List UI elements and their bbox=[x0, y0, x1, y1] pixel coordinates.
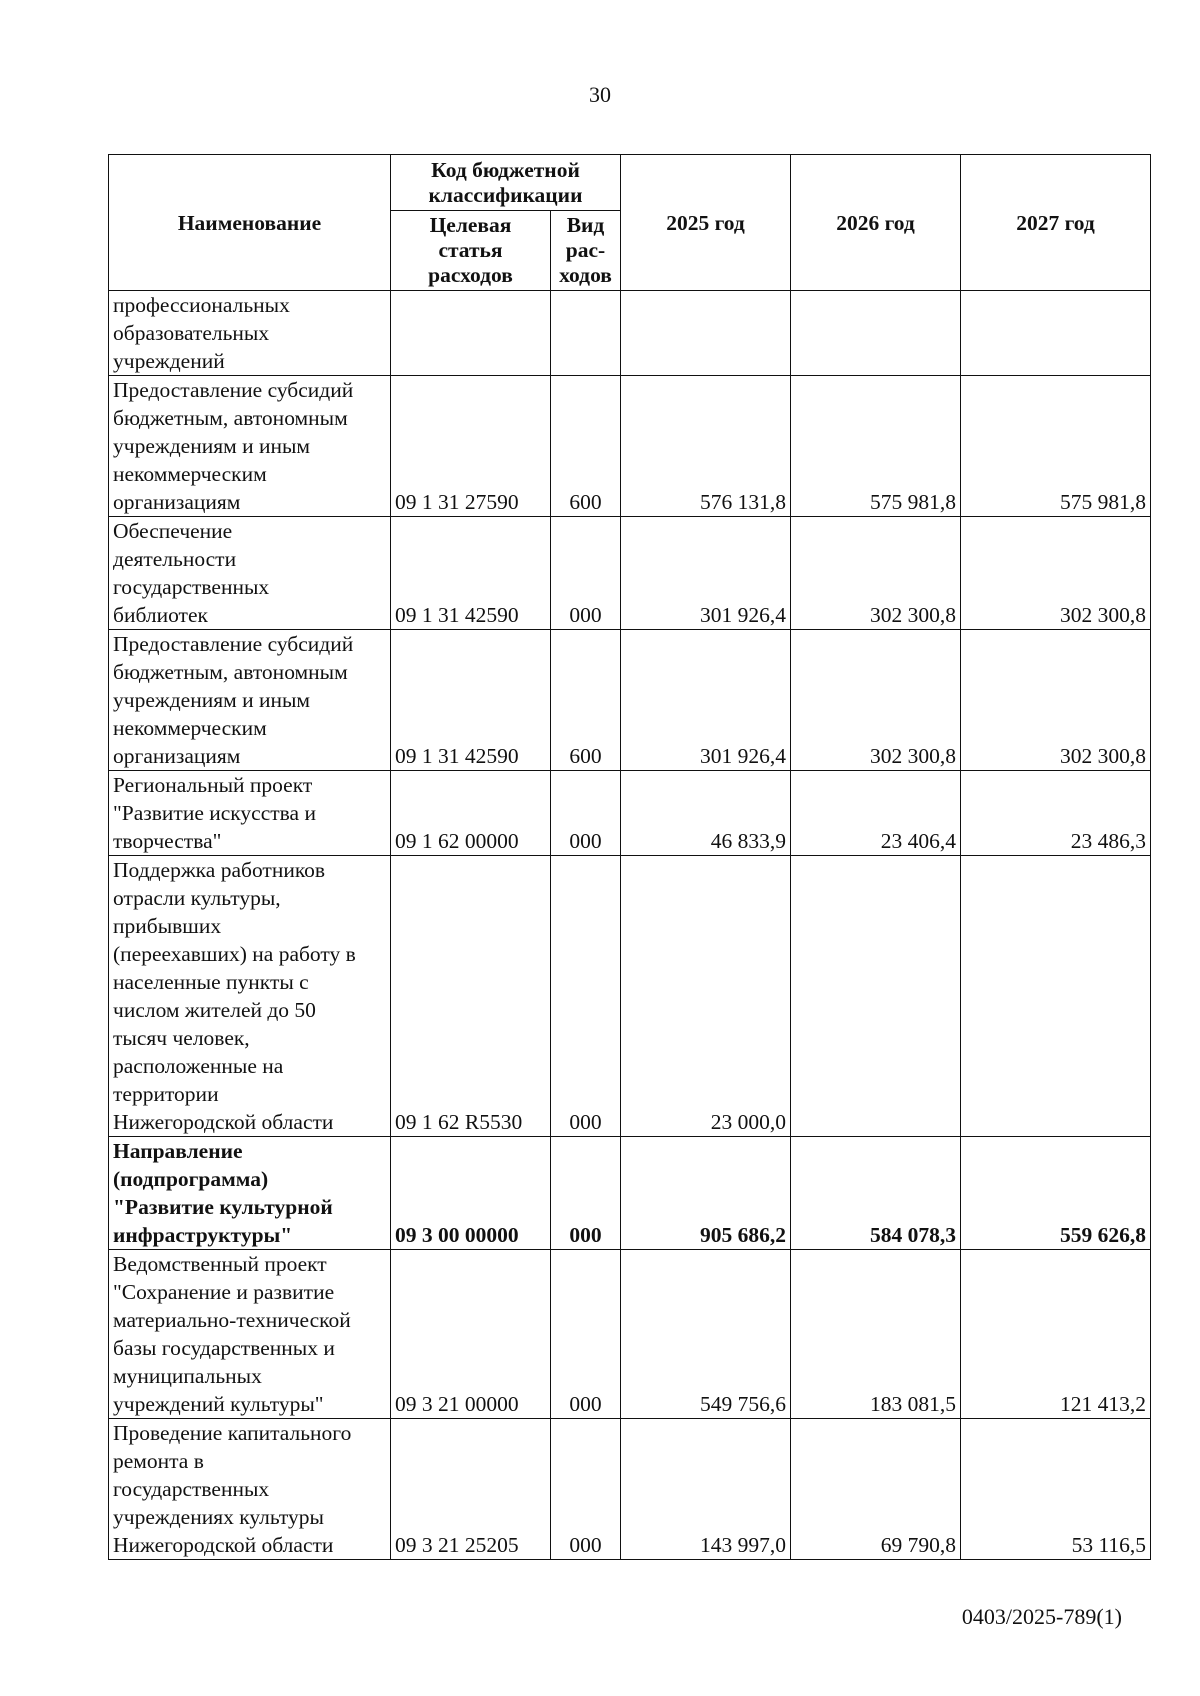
row-value-2027: 302 300,8 bbox=[961, 517, 1151, 630]
row-value-2026: 23 406,4 bbox=[791, 771, 961, 856]
row-name: Предоставление субсидий бюджетным, автономным учреждениям и иным некоммерческим организациям bbox=[109, 630, 391, 771]
row-value-2026: 584 078,3 bbox=[791, 1137, 961, 1250]
row-value-2026: 69 790,8 bbox=[791, 1419, 961, 1560]
row-target-article: 09 1 62 R5530 bbox=[391, 856, 551, 1137]
row-target-article: 09 3 21 00000 bbox=[391, 1250, 551, 1419]
row-name: Поддержка работников отрасли культуры, прибывших (переехавших) на работу в населенные пункты с числом жителей до 50 тысяч человек, расположенные на территории Нижегородской области bbox=[109, 856, 391, 1137]
row-name: Ведомственный проект "Сохранение и развитие материально-технической базы государственных и муниципальных учреждений культуры" bbox=[109, 1250, 391, 1419]
header-budget-code-group: Код бюджетной классификации bbox=[391, 155, 621, 211]
row-target-article: 09 3 21 25205 bbox=[391, 1419, 551, 1560]
row-name: Обеспечение деятельности государственных библиотек bbox=[109, 517, 391, 630]
table-row bbox=[109, 517, 1151, 630]
table-row bbox=[109, 856, 1151, 1137]
header-year-2026: 2026 год bbox=[791, 155, 961, 291]
row-name: профессиональных образовательных учреждений bbox=[109, 291, 391, 376]
row-value-2027: 302 300,8 bbox=[961, 630, 1151, 771]
header-target-article: Целевая статья расходов bbox=[391, 211, 551, 291]
row-value-2025: 905 686,2 bbox=[621, 1137, 791, 1250]
row-target-article: 09 3 00 00000 bbox=[391, 1137, 551, 1250]
header-year-2027: 2027 год bbox=[961, 155, 1151, 291]
row-expense-type: 000 bbox=[551, 1250, 621, 1419]
row-value-2025 bbox=[621, 291, 791, 376]
row-name: Направление (подпрограмма) "Развитие культурной инфраструктуры" bbox=[109, 1137, 391, 1250]
table-row bbox=[109, 1250, 1151, 1419]
row-expense-type: 600 bbox=[551, 630, 621, 771]
row-expense-type: 000 bbox=[551, 856, 621, 1137]
row-target-article: 09 1 31 27590 bbox=[391, 376, 551, 517]
row-value-2025: 301 926,4 bbox=[621, 630, 791, 771]
row-value-2026: 575 981,8 bbox=[791, 376, 961, 517]
table-row bbox=[109, 1419, 1151, 1560]
row-value-2025: 576 131,8 bbox=[621, 376, 791, 517]
row-name: Региональный проект "Развитие искусства и творчества" bbox=[109, 771, 391, 856]
table-row bbox=[109, 630, 1151, 771]
row-expense-type: 000 bbox=[551, 1137, 621, 1250]
row-value-2027: 121 413,2 bbox=[961, 1250, 1151, 1419]
row-value-2026 bbox=[791, 856, 961, 1137]
budget-table bbox=[108, 154, 1151, 1560]
row-value-2025: 23 000,0 bbox=[621, 856, 791, 1137]
document-id: 0403/2025-789(1) bbox=[961, 1604, 1122, 1629]
table-row bbox=[109, 1137, 1151, 1250]
row-name: Проведение капитального ремонта в государственных учреждениях культуры Нижегородской области bbox=[109, 1419, 391, 1560]
row-target-article: 09 1 62 00000 bbox=[391, 771, 551, 856]
row-target-article: 09 1 31 42590 bbox=[391, 630, 551, 771]
row-value-2025: 46 833,9 bbox=[621, 771, 791, 856]
row-expense-type: 000 bbox=[551, 771, 621, 856]
row-value-2026: 183 081,5 bbox=[791, 1250, 961, 1419]
table-row bbox=[109, 376, 1151, 517]
row-value-2025: 143 997,0 bbox=[621, 1419, 791, 1560]
row-expense-type: 000 bbox=[551, 1419, 621, 1560]
table-header-row bbox=[109, 155, 1151, 211]
header-year-2025: 2025 год bbox=[621, 155, 791, 291]
row-value-2027: 53 116,5 bbox=[961, 1419, 1151, 1560]
row-expense-type: 600 bbox=[551, 376, 621, 517]
row-value-2027 bbox=[961, 291, 1151, 376]
row-value-2027: 23 486,3 bbox=[961, 771, 1151, 856]
table-row bbox=[109, 291, 1151, 376]
row-value-2027: 575 981,8 bbox=[961, 376, 1151, 517]
header-expense-type: Вид рас-ходов bbox=[551, 211, 621, 291]
row-target-article bbox=[391, 291, 551, 376]
row-value-2026: 302 300,8 bbox=[791, 630, 961, 771]
page-number: 30 bbox=[589, 82, 611, 107]
row-value-2025: 301 926,4 bbox=[621, 517, 791, 630]
row-value-2026 bbox=[791, 291, 961, 376]
row-expense-type bbox=[551, 291, 621, 376]
row-value-2027: 559 626,8 bbox=[961, 1137, 1151, 1250]
row-value-2027 bbox=[961, 856, 1151, 1137]
row-name: Предоставление субсидий бюджетным, автономным учреждениям и иным некоммерческим организациям bbox=[109, 376, 391, 517]
row-value-2025: 549 756,6 bbox=[621, 1250, 791, 1419]
row-target-article: 09 1 31 42590 bbox=[391, 517, 551, 630]
row-expense-type: 000 bbox=[551, 517, 621, 630]
header-name: Наименование bbox=[109, 155, 391, 291]
table-row bbox=[109, 771, 1151, 856]
row-value-2026: 302 300,8 bbox=[791, 517, 961, 630]
